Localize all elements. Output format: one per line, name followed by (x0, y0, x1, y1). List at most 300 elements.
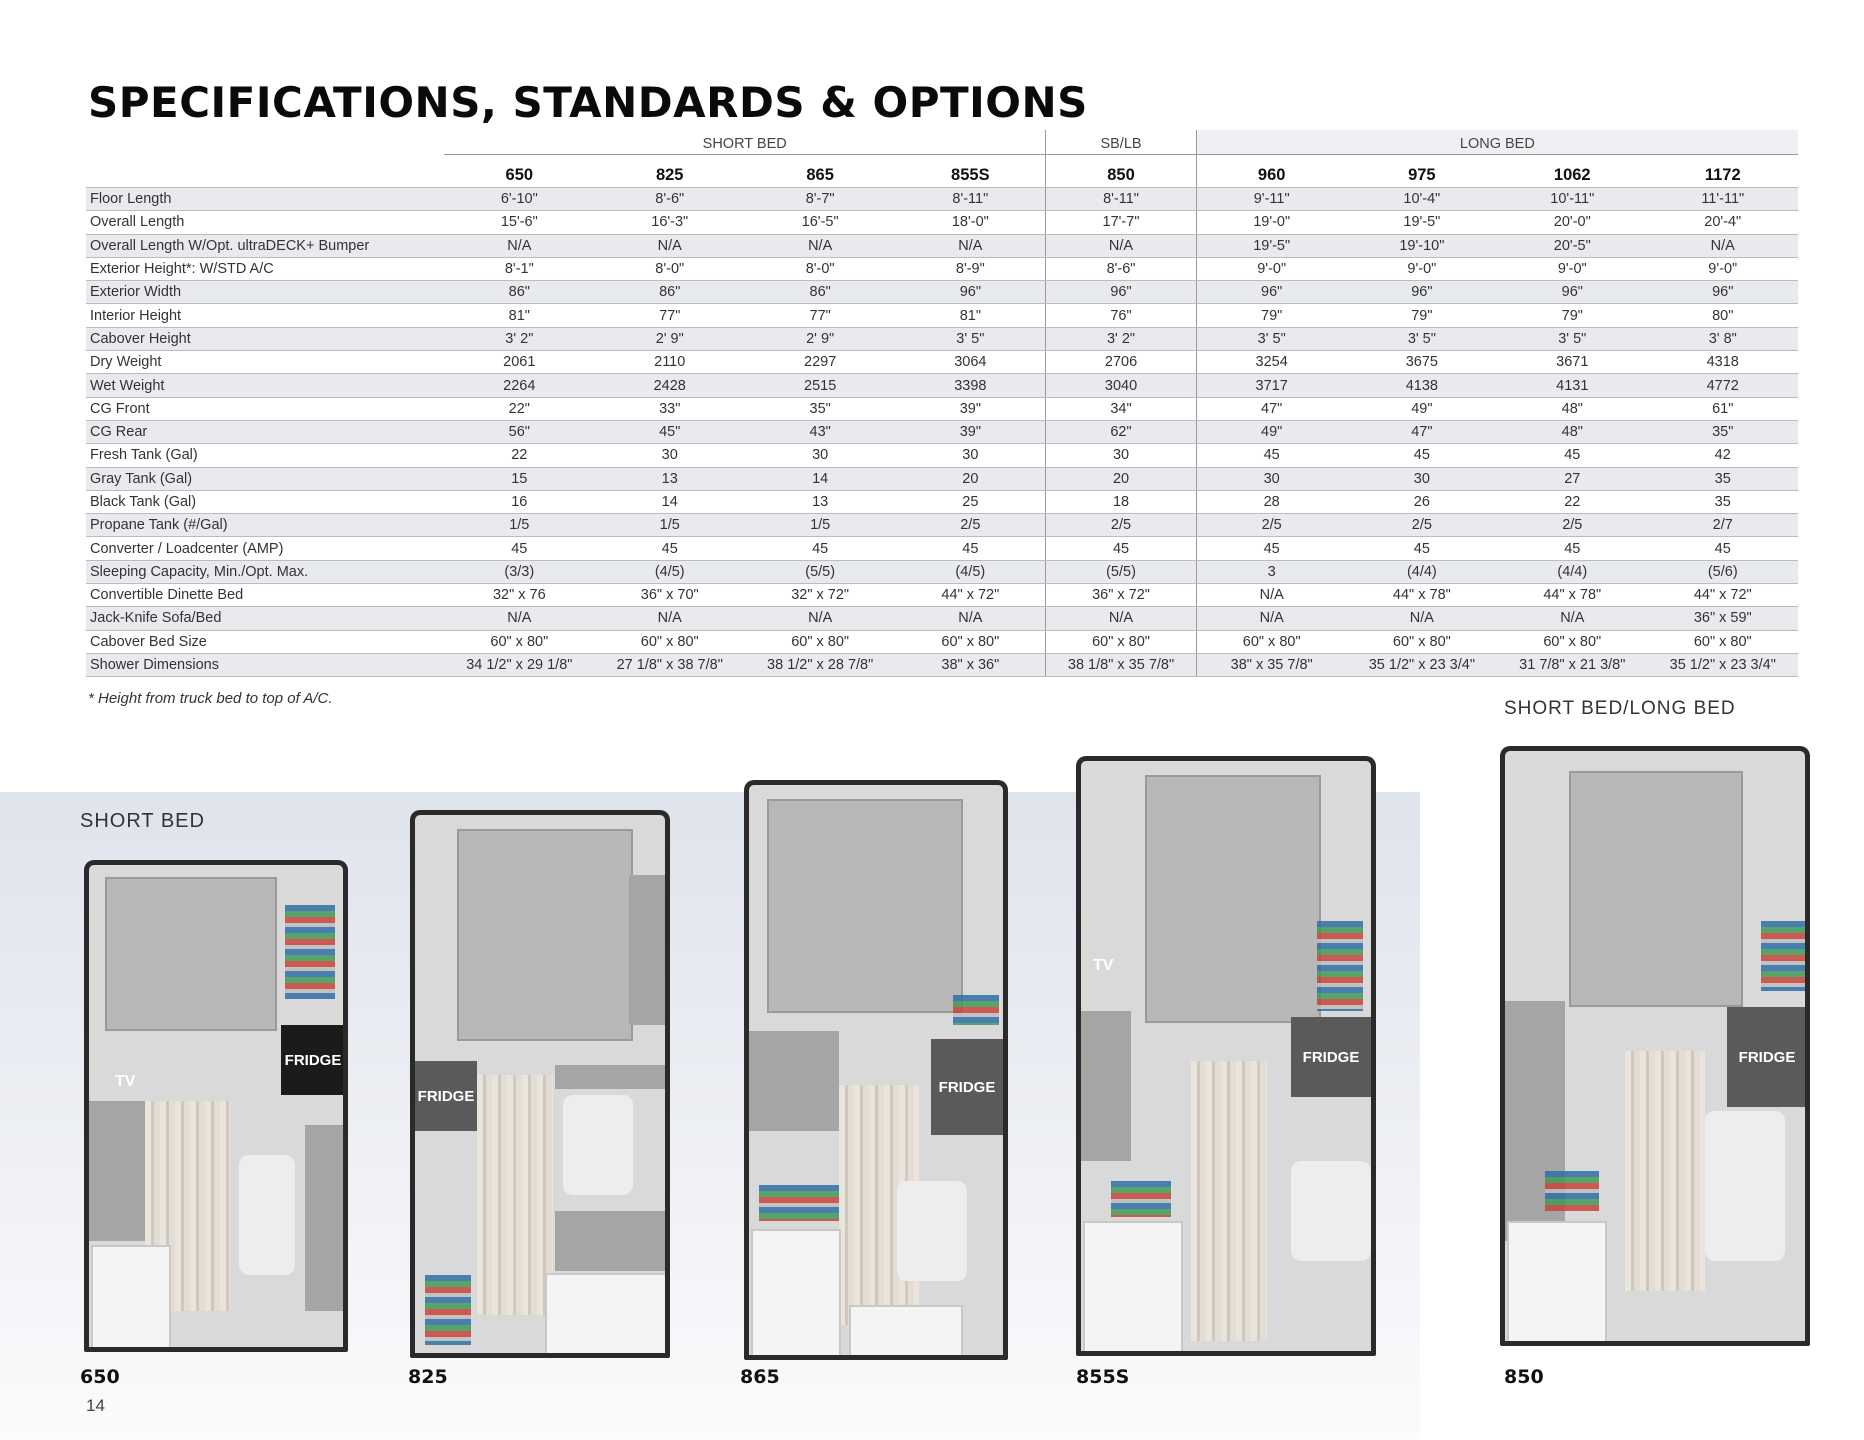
table-cell: 45 (1347, 537, 1497, 560)
table-row (86, 188, 1798, 211)
table-cell: 2297 (745, 351, 895, 374)
table-cell: 80" (1647, 304, 1798, 327)
table-row (86, 211, 1798, 234)
dinette-seat (555, 1065, 665, 1089)
floorplan-865 (744, 780, 1008, 1360)
table-cell: 38" x 36" (895, 653, 1045, 676)
table-cell: 96" (895, 281, 1045, 304)
table-cell: 60" x 80" (1046, 630, 1196, 653)
table-cell: N/A (1046, 607, 1196, 630)
dinette-seat (305, 1125, 345, 1311)
table-cell: 15'-6" (444, 211, 594, 234)
fridge: FRIDGE (281, 1025, 345, 1095)
table-cell: 9'-0" (1647, 257, 1798, 280)
dinette-seat (555, 1211, 665, 1271)
table-cell: (3/3) (444, 560, 594, 583)
table-cell: 32" x 76 (444, 584, 594, 607)
cabover-bed (105, 877, 277, 1031)
table-row (86, 514, 1798, 537)
fridge: FRIDGE (1727, 1007, 1807, 1107)
table-cell: N/A (1497, 607, 1647, 630)
table-cell: 45 (1196, 444, 1346, 467)
table-cell: 3' 5" (895, 327, 1045, 350)
table-cell: N/A (444, 607, 594, 630)
table-cell: 3398 (895, 374, 1045, 397)
table-cell: 3675 (1347, 351, 1497, 374)
model-header: 850 (1046, 155, 1196, 188)
table-cell: 16 (444, 490, 594, 513)
table-cell: 11'-11" (1647, 188, 1798, 211)
table-cell: 60" x 80" (444, 630, 594, 653)
table-cell: 35 1/2" x 23 3/4" (1347, 653, 1497, 676)
table-cell: (4/4) (1347, 560, 1497, 583)
row-label: CG Rear (86, 420, 444, 443)
sink-counter (749, 1031, 839, 1131)
table-cell: 30 (895, 444, 1045, 467)
table-cell: N/A (1647, 234, 1798, 257)
table-cell: 45 (444, 537, 594, 560)
table-cell: 56" (444, 420, 594, 443)
plan-label-825: 825 (408, 1366, 448, 1388)
section-label-short-long-bed: SHORT BED/LONG BED (1504, 698, 1736, 719)
table-cell: 10'-4" (1347, 188, 1497, 211)
table-cell: 39" (895, 397, 1045, 420)
bathroom (545, 1273, 669, 1357)
table-cell: 44" x 78" (1497, 584, 1647, 607)
tv-label: TV (115, 1073, 136, 1090)
table-cell: 3' 5" (1497, 327, 1647, 350)
spec-body (86, 188, 1798, 677)
table-cell: 47" (1196, 397, 1346, 420)
table-cell: 42 (1647, 444, 1798, 467)
table-cell: 45 (1497, 444, 1647, 467)
table-cell: 25 (895, 490, 1045, 513)
table-cell: 60" x 80" (745, 630, 895, 653)
table-cell: 35" (1647, 420, 1798, 443)
table-cell: 79" (1497, 304, 1647, 327)
row-label: Floor Length (86, 188, 444, 211)
table-cell: 48" (1497, 397, 1647, 420)
plan-label-850: 850 (1504, 1366, 1544, 1388)
table-cell: 38" x 35 7/8" (1196, 653, 1346, 676)
model-header: 1172 (1647, 155, 1798, 188)
floorplan-850 (1500, 746, 1810, 1346)
table-cell: N/A (1347, 607, 1497, 630)
table-cell: 20'-0" (1497, 211, 1647, 234)
model-header: 960 (1196, 155, 1346, 188)
table-cell: 13 (745, 490, 895, 513)
bathroom (1507, 1221, 1607, 1345)
table-cell: 3040 (1046, 374, 1196, 397)
table-row (86, 257, 1798, 280)
floorplan-855s (1076, 756, 1376, 1356)
dinette-table (897, 1181, 967, 1281)
table-cell: 3' 5" (1347, 327, 1497, 350)
table-row (86, 327, 1798, 350)
table-cell: 1/5 (444, 514, 594, 537)
table-cell: 81" (895, 304, 1045, 327)
storage-bins (1545, 1171, 1599, 1211)
table-cell: 32" x 72" (745, 584, 895, 607)
floor (1191, 1061, 1267, 1341)
sink-counter (1081, 1011, 1131, 1161)
cabover-bed (1145, 775, 1321, 1023)
fridge: FRIDGE (931, 1039, 1003, 1135)
footnote: * Height from truck bed to top of A/C. (88, 690, 333, 707)
table-row (86, 444, 1798, 467)
table-row (86, 281, 1798, 304)
table-cell: 2428 (595, 374, 745, 397)
table-cell: 61" (1647, 397, 1798, 420)
table-cell: 10'-11" (1497, 188, 1647, 211)
table-cell: 60" x 80" (1647, 630, 1798, 653)
table-cell: 9'-0" (1347, 257, 1497, 280)
table-cell: 45 (1647, 537, 1798, 560)
model-header: 825 (595, 155, 745, 188)
table-cell: 45 (595, 537, 745, 560)
table-row (86, 351, 1798, 374)
bathroom (751, 1229, 841, 1359)
dinette-table (1705, 1111, 1785, 1261)
table-cell: 16'-5" (745, 211, 895, 234)
table-cell: 2706 (1046, 351, 1196, 374)
fridge: FRIDGE (415, 1061, 477, 1131)
table-cell: 19'-0" (1196, 211, 1346, 234)
page-title: SPECIFICATIONS, STANDARDS & OPTIONS (88, 78, 1088, 127)
table-cell: 17'-7" (1046, 211, 1196, 234)
table-cell: 8'-11" (1046, 188, 1196, 211)
table-row (86, 537, 1798, 560)
floorplan-650 (84, 860, 348, 1352)
table-cell: N/A (895, 607, 1045, 630)
table-cell: 2/5 (1046, 514, 1196, 537)
table-cell: 20'-4" (1647, 211, 1798, 234)
table-row (86, 630, 1798, 653)
row-label: Convertible Dinette Bed (86, 584, 444, 607)
table-cell: 38 1/2" x 28 7/8" (745, 653, 895, 676)
table-cell: (5/5) (745, 560, 895, 583)
table-cell: 30 (1347, 467, 1497, 490)
row-label: Jack-Knife Sofa/Bed (86, 607, 444, 630)
floorplan-825 (410, 810, 670, 1358)
table-cell: 45 (1497, 537, 1647, 560)
storage-bins (953, 995, 999, 1025)
table-cell: (4/4) (1497, 560, 1647, 583)
table-cell: 96" (1347, 281, 1497, 304)
table-cell: 2/5 (1497, 514, 1647, 537)
row-label: Cabover Bed Size (86, 630, 444, 653)
row-label: Overall Length W/Opt. ultraDECK+ Bumper (86, 234, 444, 257)
model-header: 865 (745, 155, 895, 188)
table-cell: 30 (595, 444, 745, 467)
table-cell: 2/7 (1647, 514, 1798, 537)
bathroom (91, 1245, 171, 1351)
table-cell: N/A (1196, 584, 1346, 607)
table-cell: 45 (895, 537, 1045, 560)
table-cell: 20 (895, 467, 1045, 490)
table-cell: 36" x 59" (1647, 607, 1798, 630)
table-cell: 1/5 (745, 514, 895, 537)
table-cell: 3' 5" (1196, 327, 1346, 350)
table-row (86, 490, 1798, 513)
storage-bins (759, 1185, 839, 1221)
group-sb-lb: SB/LB (1046, 130, 1196, 155)
table-cell: (4/5) (595, 560, 745, 583)
table-cell: 44" x 72" (895, 584, 1045, 607)
table-cell: 8'-11" (895, 188, 1045, 211)
table-cell: 9'-11" (1196, 188, 1346, 211)
table-cell: 35 (1647, 490, 1798, 513)
table-cell: 1/5 (595, 514, 745, 537)
table-cell: 2264 (444, 374, 594, 397)
table-cell: N/A (444, 234, 594, 257)
table-cell: 14 (595, 490, 745, 513)
table-cell: 26 (1347, 490, 1497, 513)
row-label: CG Front (86, 397, 444, 420)
row-label: Exterior Width (86, 281, 444, 304)
row-label: Interior Height (86, 304, 444, 327)
table-cell: 96" (1196, 281, 1346, 304)
cabover-bed (457, 829, 633, 1041)
table-cell: 30 (1046, 444, 1196, 467)
row-label: Propane Tank (#/Gal) (86, 514, 444, 537)
table-cell: 18'-0" (895, 211, 1045, 234)
table-cell: 19'-5" (1196, 234, 1346, 257)
table-cell: 96" (1647, 281, 1798, 304)
table-cell: 45" (595, 420, 745, 443)
row-label: Dry Weight (86, 351, 444, 374)
table-cell: 49" (1196, 420, 1346, 443)
table-cell: (5/5) (1046, 560, 1196, 583)
row-label: Sleeping Capacity, Min./Opt. Max. (86, 560, 444, 583)
model-header: 855S (895, 155, 1045, 188)
table-cell: 3' 2" (1046, 327, 1196, 350)
table-cell: 4318 (1647, 351, 1798, 374)
kitchen-counter (89, 1101, 145, 1241)
storage-bins (285, 905, 335, 999)
table-cell: 79" (1196, 304, 1346, 327)
table-cell: 3' 2" (444, 327, 594, 350)
side-chairs (629, 875, 665, 1025)
table-cell: 27 (1497, 467, 1647, 490)
table-cell: 49" (1347, 397, 1497, 420)
table-cell: 38 1/8" x 35 7/8" (1046, 653, 1196, 676)
table-cell: 60" x 80" (1196, 630, 1346, 653)
table-cell: 86" (745, 281, 895, 304)
row-label: Black Tank (Gal) (86, 490, 444, 513)
floor (1625, 1051, 1705, 1291)
table-cell: 4138 (1347, 374, 1497, 397)
table-row (86, 374, 1798, 397)
table-cell: 34" (1046, 397, 1196, 420)
table-cell: 35" (745, 397, 895, 420)
table-cell: 2/5 (895, 514, 1045, 537)
table-cell: 13 (595, 467, 745, 490)
table-cell: 36" x 72" (1046, 584, 1196, 607)
row-label: Fresh Tank (Gal) (86, 444, 444, 467)
plan-label-650: 650 (80, 1366, 120, 1388)
cabover-bed (1569, 771, 1743, 1007)
table-cell: 60" x 80" (1347, 630, 1497, 653)
table-cell: 22 (444, 444, 594, 467)
table-cell: 22 (1497, 490, 1647, 513)
table-cell: 45 (745, 537, 895, 560)
fridge: FRIDGE (1291, 1017, 1371, 1097)
table-cell: 4772 (1647, 374, 1798, 397)
table-cell: 9'-0" (1497, 257, 1647, 280)
table-cell: 30 (745, 444, 895, 467)
table-cell: 3 (1196, 560, 1346, 583)
table-cell: N/A (1196, 607, 1346, 630)
table-cell: 60" x 80" (895, 630, 1045, 653)
table-cell: 8'-1" (444, 257, 594, 280)
table-cell: 14 (745, 467, 895, 490)
table-cell: 48" (1497, 420, 1647, 443)
table-cell: N/A (895, 234, 1045, 257)
table-cell: 31 7/8" x 21 3/8" (1497, 653, 1647, 676)
table-cell: N/A (745, 607, 895, 630)
table-cell: 36" x 70" (595, 584, 745, 607)
row-label: Exterior Height*: W/STD A/C (86, 257, 444, 280)
table-cell: 35 (1647, 467, 1798, 490)
plan-label-855s: 855S (1076, 1366, 1130, 1388)
table-cell: 44" x 72" (1647, 584, 1798, 607)
row-label: Overall Length (86, 211, 444, 234)
table-row (86, 653, 1798, 676)
table-cell: 60" x 80" (595, 630, 745, 653)
table-cell: 86" (595, 281, 745, 304)
table-row (86, 234, 1798, 257)
table-cell: 76" (1046, 304, 1196, 327)
table-cell: 45 (1347, 444, 1497, 467)
table-cell: 45 (1196, 537, 1346, 560)
table-cell: 8'-0" (745, 257, 895, 280)
table-cell: 2061 (444, 351, 594, 374)
table-cell: 19'-10" (1347, 234, 1497, 257)
cabover-bed (767, 799, 963, 1013)
bathroom (1083, 1221, 1183, 1353)
table-cell: 3254 (1196, 351, 1346, 374)
table-cell: 62" (1046, 420, 1196, 443)
storage-bins (1761, 921, 1805, 991)
plan-label-865: 865 (740, 1366, 780, 1388)
table-cell: 81" (444, 304, 594, 327)
table-cell: 20 (1046, 467, 1196, 490)
table-cell: 39" (895, 420, 1045, 443)
table-cell: 15 (444, 467, 594, 490)
table-cell: 96" (1497, 281, 1647, 304)
storage-bins (425, 1275, 471, 1345)
table-cell: N/A (595, 234, 745, 257)
table-cell: 77" (745, 304, 895, 327)
table-cell: 2/5 (1347, 514, 1497, 537)
table-cell: 8'-6" (1046, 257, 1196, 280)
table-cell: 3064 (895, 351, 1045, 374)
table-row (86, 560, 1798, 583)
table-cell: 30 (1196, 467, 1346, 490)
rear-step (849, 1305, 963, 1359)
table-cell: 22" (444, 397, 594, 420)
storage-bins (1111, 1181, 1171, 1217)
table-cell: N/A (1046, 234, 1196, 257)
table-row (86, 304, 1798, 327)
table-cell: (5/6) (1647, 560, 1798, 583)
row-label: Gray Tank (Gal) (86, 467, 444, 490)
table-cell: 19'-5" (1347, 211, 1497, 234)
row-label: Shower Dimensions (86, 653, 444, 676)
dinette-table (563, 1095, 633, 1195)
table-cell: 2110 (595, 351, 745, 374)
table-cell: 27 1/8" x 38 7/8" (595, 653, 745, 676)
table-cell: 8'-6" (595, 188, 745, 211)
table-cell: 3717 (1196, 374, 1346, 397)
dinette-table (1291, 1161, 1371, 1261)
table-row (86, 420, 1798, 443)
table-row (86, 467, 1798, 490)
table-cell: 33" (595, 397, 745, 420)
table-cell: 8'-0" (595, 257, 745, 280)
table-cell: 6'-10" (444, 188, 594, 211)
model-header-row (86, 155, 1798, 188)
table-cell: 45 (1046, 537, 1196, 560)
model-header: 1062 (1497, 155, 1647, 188)
floor (477, 1075, 553, 1315)
table-cell: N/A (745, 234, 895, 257)
group-long-bed: LONG BED (1196, 130, 1798, 155)
table-cell: 8'-7" (745, 188, 895, 211)
section-label-short-bed: SHORT BED (80, 810, 205, 832)
table-cell: 16'-3" (595, 211, 745, 234)
table-cell: 2/5 (1196, 514, 1346, 537)
table-cell: (4/5) (895, 560, 1045, 583)
row-label: Converter / Loadcenter (AMP) (86, 537, 444, 560)
model-header: 650 (444, 155, 594, 188)
spec-table (86, 130, 1798, 677)
row-label: Wet Weight (86, 374, 444, 397)
table-cell: 2' 9" (745, 327, 895, 350)
table-cell: 2' 9" (595, 327, 745, 350)
table-row (86, 607, 1798, 630)
table-cell: 3' 8" (1647, 327, 1798, 350)
row-label: Cabover Height (86, 327, 444, 350)
table-cell: 20'-5" (1497, 234, 1647, 257)
table-cell: 60" x 80" (1497, 630, 1647, 653)
tv-label: TV (1093, 957, 1114, 974)
table-cell: 77" (595, 304, 745, 327)
table-cell: 34 1/2" x 29 1/8" (444, 653, 594, 676)
model-header: 975 (1347, 155, 1497, 188)
group-short-bed: SHORT BED (444, 130, 1046, 155)
table-cell: 35 1/2" x 23 3/4" (1647, 653, 1798, 676)
table-cell: 4131 (1497, 374, 1647, 397)
table-cell: 3671 (1497, 351, 1647, 374)
table-cell: 28 (1196, 490, 1346, 513)
table-cell: 9'-0" (1196, 257, 1346, 280)
table-cell: 2515 (745, 374, 895, 397)
table-row (86, 584, 1798, 607)
table-cell: 96" (1046, 281, 1196, 304)
table-cell: 44" x 78" (1347, 584, 1497, 607)
table-row (86, 397, 1798, 420)
table-cell: 79" (1347, 304, 1497, 327)
table-cell: 43" (745, 420, 895, 443)
storage-bins (1317, 921, 1363, 1011)
table-cell: 18 (1046, 490, 1196, 513)
table-cell: N/A (595, 607, 745, 630)
table-cell: 47" (1347, 420, 1497, 443)
table-cell: 8'-9" (895, 257, 1045, 280)
table-cell: 86" (444, 281, 594, 304)
